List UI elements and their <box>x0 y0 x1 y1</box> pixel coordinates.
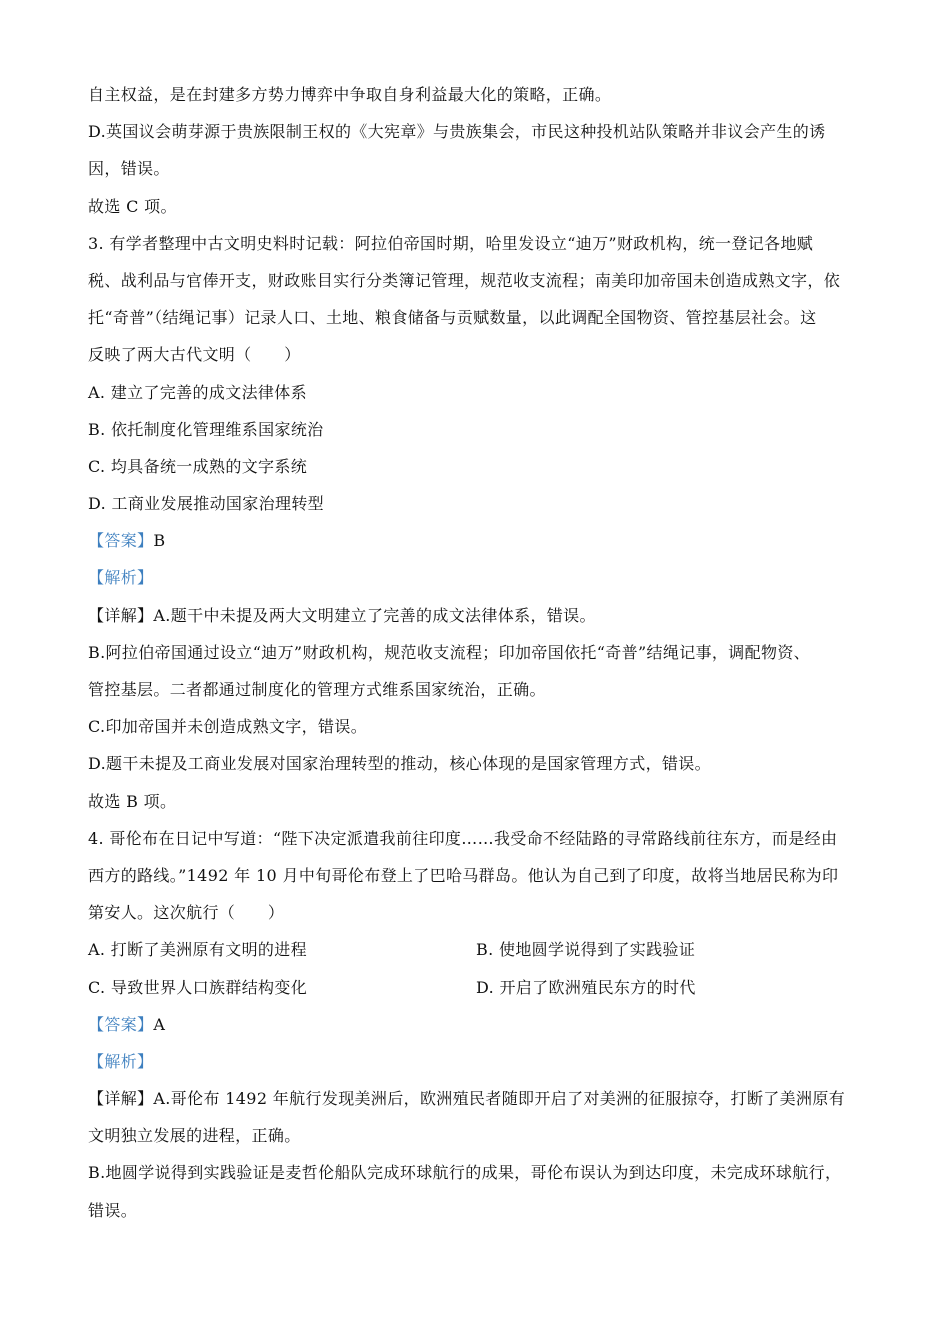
detail-line: D.题干未提及工商业发展对国家治理转型的推动，核心体现的是国家管理方式，错误。 <box>88 754 711 774</box>
option-d: D. 开启了欧洲殖民东方的时代 <box>476 977 696 997</box>
document-page <box>88 76 866 1229</box>
option-c: C. 均具备统一成熟的文字系统 <box>88 456 308 476</box>
analysis-line <box>88 559 866 596</box>
text-line: 故选 C 项。 <box>88 196 177 216</box>
question-stem-line: 4. 哥伦布在日记中写道：“陛下决定派遣我前往印度……我受命不经陆路的寻常路线前往东方，而是经由 <box>88 828 838 848</box>
detail-line: B.地圆学说得到实践验证是麦哲伦船队完成环球航行的成果，哥伦布误认为到达印度，未完成环球航行， <box>88 1163 842 1183</box>
answer-tag: 【答案】 <box>88 531 154 551</box>
question-stem-line: 托“奇普”（结绳记事）记录人口、土地、粮食储备与贡赋数量，以此调配全国物资、管控基层社会。这 <box>88 308 817 328</box>
option-a: A. 打断了美洲原有文明的进程 <box>88 940 307 960</box>
detail-line <box>88 597 866 634</box>
detail-text: A.哥伦布 1492 年航行发现美洲后，欧洲殖民者随即开启了对美洲的征服掠夺，打断了美洲原有 <box>153 1089 846 1109</box>
detail-line: C.印加帝国并未创造成熟文字，错误。 <box>88 717 368 737</box>
detail-line <box>88 1080 866 1117</box>
option-c: C. 导致世界人口族群结构变化 <box>88 977 308 997</box>
detail-tag: 【详解】 <box>88 605 154 625</box>
answer-value: B <box>153 531 166 551</box>
option-b: B. 依托制度化管理维系国家统治 <box>88 419 324 439</box>
options-row <box>88 969 866 1006</box>
options-row <box>88 931 866 968</box>
option-a: A. 建立了完善的成文法律体系 <box>88 382 307 402</box>
analysis-line <box>88 1043 866 1080</box>
option-b: B. 使地圆学说得到了实践验证 <box>476 940 696 960</box>
question-stem-line: 反映了两大古代文明（ ） <box>88 345 301 365</box>
question-stem-line: 第安人。这次航行（ ） <box>88 903 285 923</box>
answer-line <box>88 1006 866 1043</box>
question-stem-line: 3. 有学者整理中古文明史料时记载：阿拉伯帝国时期，哈里发设立“迪万”财政机构，统一登记各地赋 <box>88 233 814 253</box>
question-3 <box>88 225 866 820</box>
detail-line: 故选 B 项。 <box>88 791 177 811</box>
question-stem-line: 税、战利品与官俸开支，财政账目实行分类簿记管理，规范收支流程；南美印加帝国未创造成熟文字，依 <box>88 270 841 290</box>
question-4 <box>88 820 866 1229</box>
analysis-tag: 【解析】 <box>88 568 154 588</box>
question-stem-line: 西方的路线。”1492 年 10 月中旬哥伦布登上了巴哈马群岛。他认为自己到了印度，故将当地居民称为印 <box>88 865 839 885</box>
text-line: D.英国议会萌芽源于贵族限制王权的《大宪章》与贵族集会，市民这种投机站队策略并非议会产生的诱 <box>88 122 826 142</box>
detail-line: B.阿拉伯帝国通过设立“迪万”财政机构，规范收支流程；印加帝国依托“奇普”结绳记事，调配物资、 <box>88 642 811 662</box>
answer-line <box>88 522 866 559</box>
answer-value: A <box>153 1014 166 1034</box>
option-d: D. 工商业发展推动国家治理转型 <box>88 494 325 514</box>
detail-line: 文明独立发展的进程，正确。 <box>88 1126 301 1146</box>
analysis-tag: 【解析】 <box>88 1051 154 1071</box>
detail-line: 管控基层。二者都通过制度化的管理方式维系国家统治，正确。 <box>88 680 546 699</box>
detail-tag: 【详解】 <box>88 1089 154 1109</box>
text-line: 因，错误。 <box>88 159 170 179</box>
detail-line: 错误。 <box>88 1200 138 1220</box>
detail-text: A.题干中未提及两大文明建立了完善的成文法律体系，错误。 <box>153 605 596 625</box>
answer-tag: 【答案】 <box>88 1014 154 1034</box>
text-line: 自主权益，是在封建多方势力博弈中争取自身利益最大化的策略，正确。 <box>88 85 612 104</box>
